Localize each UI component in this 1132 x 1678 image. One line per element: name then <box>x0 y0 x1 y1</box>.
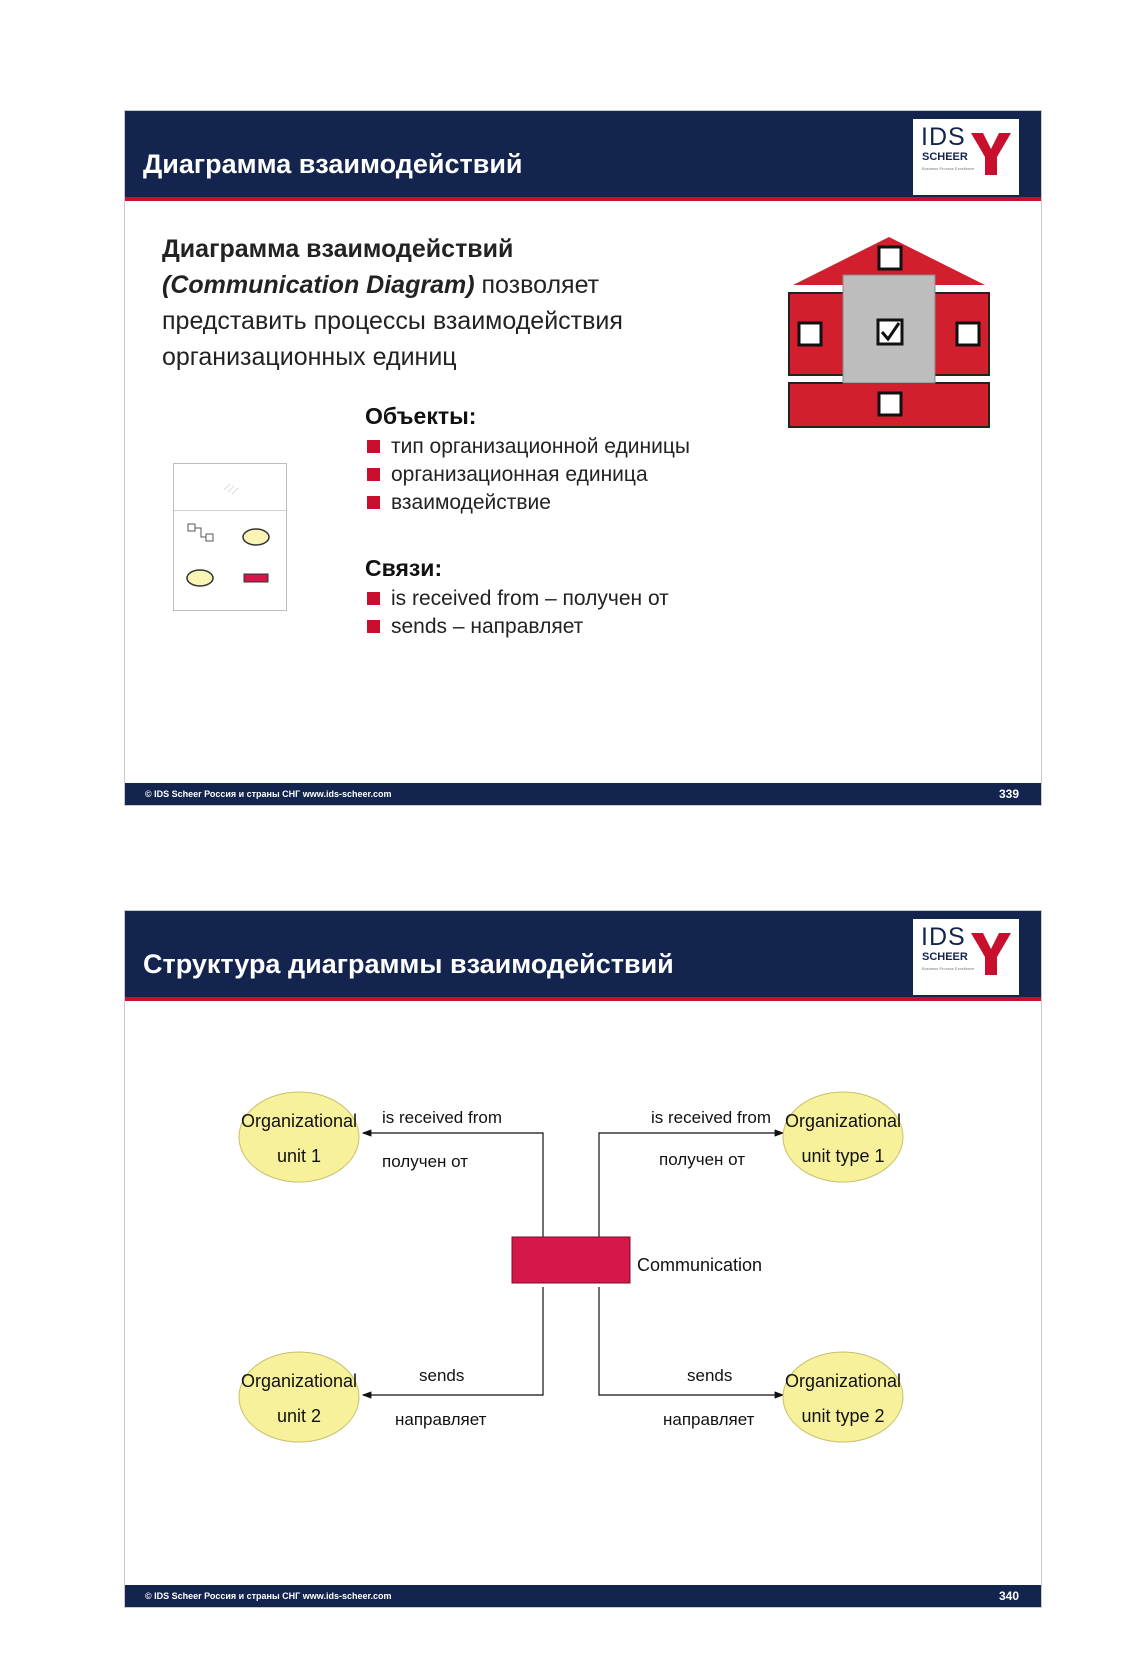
list-item: is received from – получен от <box>365 585 669 613</box>
edge-label-br-ru: направляет <box>663 1410 755 1429</box>
org-unit-type-1-line2: unit type 1 <box>801 1146 885 1166</box>
list-item: взаимодействие <box>365 489 690 517</box>
page-number: 339 <box>998 787 1019 801</box>
logo-ids-text: IDS <box>921 923 966 951</box>
communication-label: Communication <box>637 1255 763 1275</box>
footer-copyright: © IDS Scheer Россия и страны СНГ www.ids-scheer.com <box>145 789 392 799</box>
org-unit-type-2-line2: unit type 2 <box>801 1406 885 1426</box>
edge-label-bl-en: sends <box>419 1366 465 1385</box>
connector-tl <box>363 1133 543 1237</box>
slide-header <box>125 111 1041 201</box>
intro-english-term: (Communication Diagram) <box>162 271 475 299</box>
edge-label-tl-ru: получен от <box>382 1152 468 1171</box>
slide-footer <box>125 783 1041 805</box>
org-unit-1-ellipse <box>239 1092 359 1182</box>
intro-paragraph <box>162 231 623 375</box>
list-item: тип организационной единицы <box>365 433 690 461</box>
edge-label-br-en: sends <box>687 1366 733 1385</box>
org-unit-2-ellipse <box>239 1352 359 1442</box>
list-item: организационная единица <box>365 461 690 489</box>
logo-tagline: Business Process Excellence <box>922 966 975 971</box>
links-heading: Связи: <box>365 555 443 581</box>
org-unit-type-2-line1: Organizational <box>784 1371 902 1391</box>
slide-339 <box>124 110 1042 806</box>
objects-list <box>365 433 690 517</box>
edge-label-tr-en: is received from <box>651 1108 771 1127</box>
communication-diagram <box>125 911 1041 1607</box>
org-unit-1-line1: Organizational <box>240 1111 358 1131</box>
edge-label-bl-ru: направляет <box>395 1410 487 1429</box>
org-unit-1-line2: unit 1 <box>276 1146 322 1166</box>
diagram-thumbnail <box>173 463 287 611</box>
org-unit-2-line2: unit 2 <box>276 1406 322 1426</box>
slide-title: Структура диаграммы взаимодействий <box>143 949 674 979</box>
logo-tagline: Business Process Excellence <box>922 166 975 171</box>
logo-scheer-text: SCHEER <box>922 151 968 163</box>
communication-box <box>512 1237 630 1283</box>
intro-line-3: представить процессы взаимодействия <box>162 307 623 335</box>
organization-building-icon <box>787 233 991 431</box>
footer-copyright: © IDS Scheer Россия и страны СНГ www.ids-scheer.com <box>145 1591 392 1601</box>
intro-line-4: организационных единиц <box>162 343 457 371</box>
org-unit-type-2-ellipse <box>783 1352 903 1442</box>
logo-scheer-text: SCHEER <box>922 951 968 963</box>
page-number: 340 <box>998 1589 1019 1603</box>
slide-340 <box>124 910 1042 1608</box>
org-unit-type-1-line1: Organizational <box>784 1111 902 1131</box>
slide-footer <box>125 1585 1041 1607</box>
edge-label-tr-ru: получен от <box>659 1150 745 1169</box>
intro-line-1: Диаграмма взаимодействий <box>162 235 514 263</box>
list-item: sends – направляет <box>365 613 669 641</box>
edge-label-tl-en: is received from <box>382 1108 502 1127</box>
org-unit-2-line1: Organizational <box>240 1371 358 1391</box>
objects-heading: Объекты: <box>365 403 477 429</box>
ids-scheer-logo <box>913 119 1019 195</box>
links-list <box>365 585 669 641</box>
connector-tr <box>599 1133 783 1237</box>
intro-line-2-rest: позволяет <box>474 271 600 299</box>
org-unit-type-1-ellipse <box>783 1092 903 1182</box>
intro-line-2 <box>162 267 623 303</box>
logo-mark-icon <box>969 127 1013 179</box>
thumbnail-symbols-icon <box>174 464 286 610</box>
slide-title: Диаграмма взаимодействий <box>143 149 523 179</box>
logo-ids-text: IDS <box>921 123 966 151</box>
